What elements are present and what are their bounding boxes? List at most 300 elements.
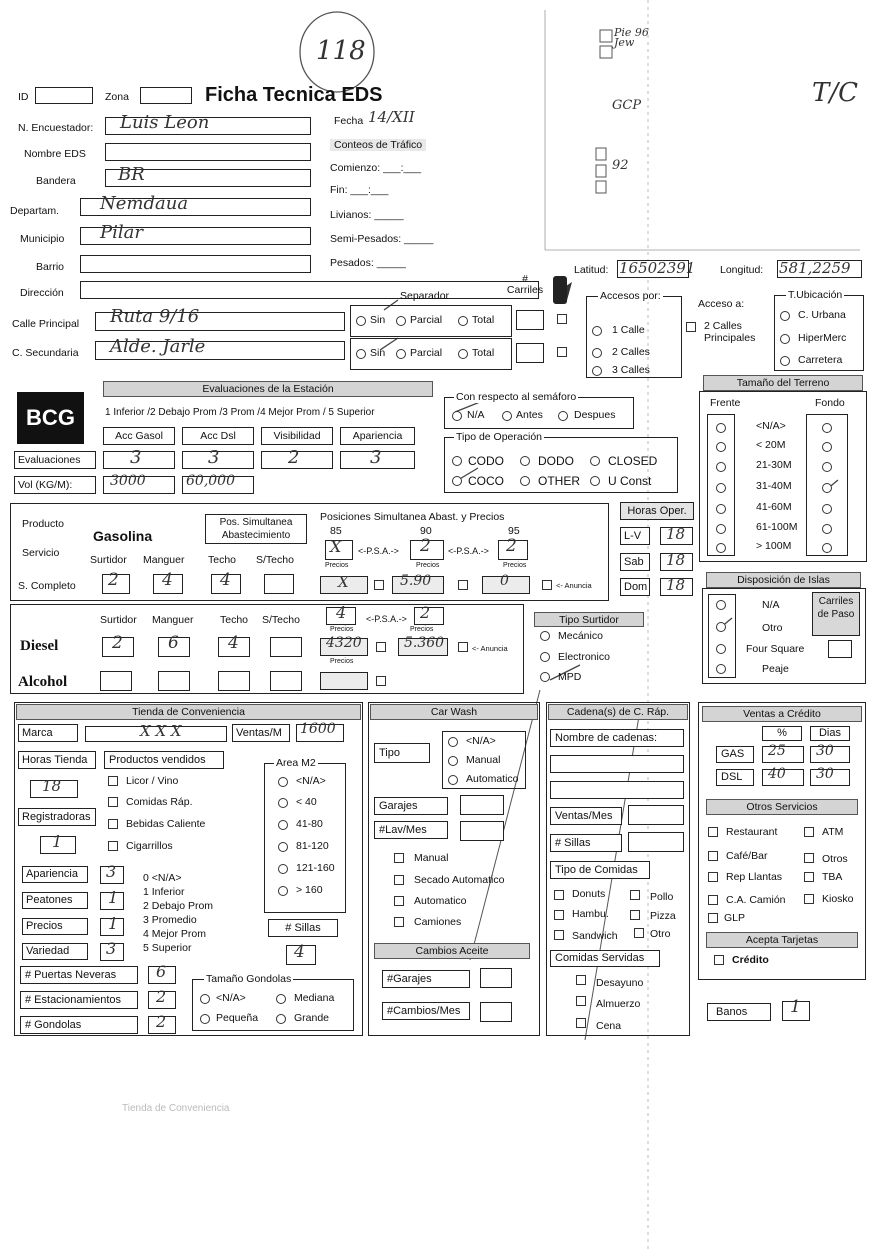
uconst-radio[interactable]: [590, 476, 600, 486]
dodo-radio[interactable]: [520, 456, 530, 466]
psa-label-1: <-P.S.A.->: [358, 546, 399, 556]
sab-label: Sab: [620, 553, 650, 571]
ventas-mes-field[interactable]: [628, 805, 684, 825]
tipo-label: Tipo: [374, 743, 430, 763]
garajes2-field[interactable]: [480, 968, 512, 988]
carriles-check-2[interactable]: [557, 347, 567, 357]
comidas-check[interactable]: [108, 797, 118, 807]
size-label-2: 21-30M: [756, 459, 792, 471]
servicio-label: Servicio: [22, 547, 60, 559]
anuncia-label-1: <- Anuncia: [556, 581, 592, 590]
estacionamientos-label: # Estacionamientos: [20, 991, 138, 1009]
gond-na-radio[interactable]: [200, 994, 210, 1004]
d-stecho-field[interactable]: [270, 637, 302, 657]
manual-label: Manual: [414, 852, 449, 864]
barrio-label: Barrio: [36, 261, 65, 273]
automatico-check[interactable]: [394, 896, 404, 906]
scale-5: 5 Superior: [143, 942, 192, 954]
camiones-label: Camiones: [414, 916, 462, 928]
fondo-radio-1[interactable]: [822, 442, 832, 452]
urbana-radio[interactable]: [780, 311, 790, 321]
d-precio-1-check[interactable]: [376, 642, 386, 652]
carriles-field-1[interactable]: [516, 310, 544, 330]
area-label: Area M2: [276, 757, 316, 769]
precio-90-check[interactable]: [458, 580, 468, 590]
cadena-field-2[interactable]: [550, 781, 684, 799]
conteos-label: Conteos de Tráfico: [330, 139, 426, 151]
precios-t-value: 1: [108, 914, 119, 933]
barrio-field[interactable]: [80, 255, 311, 273]
calle1-label: 1 Calle: [612, 324, 645, 336]
almuerzo-check[interactable]: [576, 996, 586, 1006]
secado-check[interactable]: [394, 875, 404, 885]
acc-dsl-value: 3: [208, 447, 220, 468]
size-label-0: <N/A>: [756, 420, 786, 432]
gas-manguer-value: 4: [162, 570, 173, 590]
scale-4: 4 Mejor Prom: [143, 928, 207, 940]
marca-label: Marca: [18, 724, 78, 742]
disp-four-label: Four Square: [746, 643, 805, 655]
bcg-logo: BCG: [17, 392, 84, 444]
encuestador-label: N. Encuestador:: [18, 122, 94, 134]
gond-grande-radio[interactable]: [276, 1014, 286, 1024]
size-label-1: < 20M: [756, 439, 786, 451]
zona-field[interactable]: [140, 87, 192, 104]
cadenas-header: Cadena(s) de C. Ráp.: [548, 704, 688, 720]
area-radio-0[interactable]: [278, 777, 288, 787]
disp-otro-radio[interactable]: [716, 622, 726, 632]
mecanico-radio[interactable]: [540, 631, 550, 641]
longitud-label: Longitud:: [720, 264, 764, 276]
parcial-radio-1[interactable]: [396, 316, 406, 326]
note-92: 92: [612, 158, 629, 173]
donuts-check[interactable]: [554, 890, 564, 900]
gond-mediana-radio[interactable]: [276, 994, 286, 1004]
carriles-field-2[interactable]: [516, 343, 544, 363]
fondo-radio-0[interactable]: [822, 423, 832, 433]
frente-radio-4[interactable]: [716, 504, 726, 514]
bebidas-label: Bebidas Caliente: [126, 818, 206, 830]
kiosko-label: Kiosko: [822, 893, 854, 905]
acc-gasol-header: Acc Gasol: [103, 427, 175, 445]
precios-label-2: Precios: [416, 562, 440, 569]
cw-manual-label: Manual: [466, 754, 501, 766]
registradoras-value: 1: [52, 832, 63, 851]
psa-90-value: 2: [420, 536, 431, 556]
closed-label: CLOSED: [608, 454, 658, 468]
tipo-comidas-label: Tipo de Comidas: [550, 861, 650, 879]
dodo-label: DODO: [538, 454, 574, 468]
sin-radio-2[interactable]: [356, 349, 366, 359]
calle-principal-label: Calle Principal: [12, 318, 80, 330]
codo-label: CODO: [468, 454, 504, 468]
carwash-header: Car Wash: [370, 704, 538, 720]
latitud-label: Latitud:: [574, 264, 609, 276]
hiper-label: HiperMerc: [798, 332, 847, 344]
disp-otro-label: Otro: [762, 622, 783, 634]
tba-check[interactable]: [804, 872, 814, 882]
cw-manual-radio[interactable]: [448, 756, 458, 766]
a-precio-field[interactable]: [320, 672, 368, 690]
tipo-surtidor-header: Tipo Surtidor: [534, 612, 644, 627]
coco-radio[interactable]: [452, 476, 462, 486]
otros-label: Otros: [822, 853, 848, 865]
camiones-check[interactable]: [394, 917, 404, 927]
tba-label: TBA: [822, 871, 843, 883]
pizza-label: Pizza: [650, 910, 676, 922]
peatones-label: Peatones: [22, 892, 88, 909]
frente-radio-2[interactable]: [716, 462, 726, 472]
gasolina-label: Gasolina: [93, 528, 153, 544]
frente-label: Frente: [710, 397, 741, 409]
na-radio[interactable]: [452, 411, 462, 421]
fondo-radio-3[interactable]: [822, 483, 832, 493]
restaurant-label: Restaurant: [726, 826, 778, 838]
calle3-radio[interactable]: [592, 366, 602, 376]
electronico-radio[interactable]: [540, 652, 550, 662]
gondolas-label: # Gondolas: [20, 1016, 138, 1034]
glp-check[interactable]: [708, 913, 718, 923]
surtidor-header: Surtidor: [90, 554, 127, 566]
hiper-radio[interactable]: [780, 334, 790, 344]
size-label-4: 41-60M: [756, 501, 792, 513]
psa-85-value: X: [330, 537, 342, 556]
total-radio-2[interactable]: [458, 349, 468, 359]
fondo-radio-6[interactable]: [822, 543, 832, 553]
cw-na-label: <N/A>: [466, 735, 496, 747]
hambu-check[interactable]: [554, 910, 564, 920]
d-anuncia-label: <- Anuncia: [472, 644, 508, 653]
bandera-value: BR: [118, 164, 145, 185]
kiosko-check[interactable]: [804, 894, 814, 904]
note-top: Pie 96 Jew: [614, 26, 649, 49]
gond-na-label: <N/A>: [216, 992, 246, 1004]
acc-gasol-value: 3: [130, 447, 142, 468]
dsl-dias-value: 30: [816, 766, 834, 782]
size-label-5: 61-100M: [756, 521, 798, 533]
diesel-label: Diesel: [20, 638, 59, 654]
frente-radio-0[interactable]: [716, 423, 726, 433]
id-field[interactable]: [35, 87, 93, 104]
a-stecho-field[interactable]: [270, 671, 302, 691]
area-radio-2[interactable]: [278, 820, 288, 830]
separador-label: Separador: [400, 290, 450, 302]
cambios-mes-label: #Cambios/Mes: [382, 1002, 470, 1020]
evaluaciones-scale: 1 Inferior /2 Debajo Prom /3 Prom /4 Mejor Prom / 5 Superior: [105, 407, 375, 418]
hambu-label: Hambu.: [572, 908, 609, 920]
fondo-radio-4[interactable]: [822, 504, 832, 514]
registradoras-label: Registradoras: [18, 808, 96, 826]
garajes2-label: #Garajes: [382, 970, 470, 988]
lv-value: 18: [666, 525, 686, 543]
gas-surtidor-value: 2: [108, 570, 119, 590]
horas-oper-header: Horas Oper.: [620, 502, 694, 520]
a-surtidor-field[interactable]: [100, 671, 132, 691]
circled-number: 118: [316, 36, 366, 66]
producto-label: Producto: [22, 518, 65, 530]
garajes-label: Garajes: [374, 797, 448, 815]
pct-header: %: [762, 726, 802, 741]
area-label-1: < 40: [296, 796, 317, 808]
na-label: N/A: [467, 409, 485, 421]
sandwich-label: Sandwich: [572, 930, 618, 942]
ventas-mes-label: Ventas/Mes: [550, 807, 622, 825]
departamento-label: Departam.: [10, 205, 60, 217]
area-label-4: 121-160: [296, 862, 335, 874]
calle-secundaria-label: C. Secundaria: [12, 347, 79, 359]
gas-stecho-field[interactable]: [264, 574, 294, 594]
garajes-field[interactable]: [460, 795, 504, 815]
calles-principales-label: 2 Calles Principales: [704, 320, 756, 344]
gondolas-value: 2: [156, 1012, 167, 1031]
carriles-check-1[interactable]: [557, 314, 567, 324]
antes-label: Antes: [516, 409, 543, 421]
credito-check[interactable]: [714, 955, 724, 965]
disp-four-radio[interactable]: [716, 644, 726, 654]
apariencia-t-label: Apariencia: [22, 866, 88, 883]
total-radio-1[interactable]: [458, 316, 468, 326]
disp-peaje-label: Peaje: [762, 663, 789, 675]
calle1-radio[interactable]: [592, 326, 602, 336]
carriles-paso-field[interactable]: [828, 640, 852, 658]
frente-radio-1[interactable]: [716, 442, 726, 452]
restaurant-check[interactable]: [708, 827, 718, 837]
desayuno-check[interactable]: [576, 975, 586, 985]
cw-auto-radio[interactable]: [448, 775, 458, 785]
electronico-label: Electronico: [558, 651, 610, 663]
ventas-m-label: Ventas/M: [232, 724, 290, 742]
horas-tienda-label: Horas Tienda: [18, 751, 96, 769]
disposicion-header: Disposición de Islas: [706, 572, 861, 588]
dias-header: Dias: [810, 726, 850, 741]
comidas-servidas-label: Comidas Servidas: [550, 950, 660, 967]
cena-check[interactable]: [576, 1018, 586, 1028]
precio-85-check[interactable]: [374, 580, 384, 590]
d-precios-label-2: Precios: [410, 626, 434, 633]
scompleto-label: S. Completo: [18, 580, 76, 592]
carretera-radio[interactable]: [780, 356, 790, 366]
municipio-value: Pilar: [100, 222, 143, 243]
lav-mes-field[interactable]: [460, 821, 504, 841]
area-radio-1[interactable]: [278, 798, 288, 808]
calle-principal-value: Ruta 9/16: [110, 306, 200, 327]
rep-check[interactable]: [708, 872, 718, 882]
area-label-2: 41-80: [296, 818, 323, 830]
ubicacion-label: T.Ubicación: [788, 289, 843, 301]
sandwich-check[interactable]: [554, 930, 564, 940]
disp-na-radio[interactable]: [716, 600, 726, 610]
codo-radio[interactable]: [452, 456, 462, 466]
note-gcp: GCP: [612, 98, 642, 113]
techo-header: Techo: [208, 554, 237, 566]
octane-95: 95: [508, 525, 520, 537]
longitud-value: 581,2259: [779, 259, 851, 277]
d-surtidor-value: 2: [112, 633, 123, 653]
manual-check[interactable]: [394, 853, 404, 863]
calle-secundaria-value: Alde. Jarle: [110, 336, 206, 357]
d-psa-90-value: 2: [420, 603, 431, 622]
bebidas-check[interactable]: [108, 819, 118, 829]
acceso-a-label: Acceso a:: [698, 298, 745, 310]
calle3-label: 3 Calles: [612, 364, 650, 376]
nombre-cadenas-label: Nombre de cadenas:: [550, 729, 684, 747]
other-radio[interactable]: [520, 476, 530, 486]
psa-95-value: 2: [506, 536, 517, 556]
fecha-label: Fecha: [334, 115, 364, 127]
vol-value-1: 3000: [110, 473, 146, 489]
parcial-label-1: Parcial: [410, 314, 443, 326]
variedad-value: 3: [106, 939, 117, 958]
area-label-0: <N/A>: [296, 775, 326, 787]
disp-peaje-radio[interactable]: [716, 664, 726, 674]
ca-check[interactable]: [708, 895, 718, 905]
gond-mediana-label: Mediana: [294, 992, 335, 1004]
evaluaciones-header: Evaluaciones de la Estación: [103, 381, 433, 397]
licor-check[interactable]: [108, 776, 118, 786]
cambios-mes-field[interactable]: [480, 1002, 512, 1022]
visibilidad-value: 2: [288, 447, 300, 468]
dsl-pct-value: 40: [768, 766, 786, 782]
cena-label: Cena: [596, 1020, 622, 1032]
precio-85-value: X: [338, 573, 349, 591]
donuts-label: Donuts: [572, 888, 606, 900]
semipesados-label: Semi-Pesados: _____: [330, 233, 434, 245]
tienda-header: Tienda de Conveniencia: [16, 704, 361, 720]
sin-radio-1[interactable]: [356, 316, 366, 326]
glp-label: GLP: [724, 912, 746, 924]
total-label-2: Total: [472, 347, 495, 359]
otro-label: Otro: [650, 928, 671, 940]
calle2-radio[interactable]: [592, 348, 602, 358]
scale-3: 3 Promedio: [143, 914, 197, 926]
d-manguer-header: Manguer: [152, 614, 194, 626]
cafe-check[interactable]: [708, 851, 718, 861]
cadena-field-1[interactable]: [550, 755, 684, 773]
pizza-check[interactable]: [630, 910, 640, 920]
cafe-label: Café/Bar: [726, 850, 768, 862]
pollo-check[interactable]: [630, 890, 640, 900]
gas-label: GAS: [716, 746, 754, 763]
carretera-label: Carretera: [798, 354, 843, 366]
d-surtidor-header: Surtidor: [100, 614, 137, 626]
atm-label: ATM: [822, 826, 844, 838]
frente-radio-5[interactable]: [716, 524, 726, 534]
area-radio-5[interactable]: [278, 886, 288, 896]
anuncia-check-1[interactable]: [542, 580, 552, 590]
area-label-5: > 160: [296, 884, 323, 896]
precio-90-value: 5.90: [400, 573, 432, 589]
sillas-c-label: # Sillas: [550, 834, 622, 852]
precios-label-1: Precios: [325, 562, 349, 569]
mecanico-label: Mecánico: [558, 630, 603, 642]
area-label-3: 81-120: [296, 840, 329, 852]
parcial-radio-2[interactable]: [396, 349, 406, 359]
other-label: OTHER: [538, 474, 580, 488]
marca-value: X X X: [140, 722, 182, 740]
d-techo-header: Techo: [220, 614, 249, 626]
area-radio-3[interactable]: [278, 842, 288, 852]
d-anuncia-check[interactable]: [458, 642, 468, 652]
tarjetas-header: Acepta Tarjetas: [706, 932, 858, 948]
scale-0: 0 <N/A>: [143, 872, 182, 884]
area-radio-4[interactable]: [278, 864, 288, 874]
estacionamientos-value: 2: [156, 987, 167, 1006]
acc-dsl-header: Acc Dsl: [182, 427, 254, 445]
d-psa-label: <-P.S.A.->: [366, 614, 407, 624]
sab-value: 18: [666, 551, 686, 569]
antes-radio[interactable]: [502, 411, 512, 421]
lv-label: L-V: [620, 527, 650, 545]
mpd-label: MPD: [558, 671, 582, 683]
despues-radio[interactable]: [558, 411, 568, 421]
a-precios-label: Precios: [330, 658, 354, 665]
fondo-radio-5[interactable]: [822, 524, 832, 534]
traffic-light-icon: [553, 276, 567, 304]
municipio-label: Municipio: [20, 233, 65, 245]
precio-95-value: 0: [500, 573, 509, 589]
precios-label-3: Precios: [503, 562, 527, 569]
semaforo-label: Con respecto al semáforo: [456, 391, 577, 403]
puertas-value: 6: [156, 962, 167, 981]
page-title: Ficha Tecnica EDS: [205, 84, 383, 106]
rep-label: Rep Llantas: [726, 871, 783, 883]
stecho-header: S/Techo: [256, 554, 294, 566]
cigarrillos-label: Cigarrillos: [126, 840, 173, 852]
otros-check[interactable]: [804, 853, 814, 863]
cigarrillos-check[interactable]: [108, 841, 118, 851]
a-techo-field[interactable]: [218, 671, 250, 691]
faded-bleedthrough: Tienda de Conveniencia: [122, 1103, 230, 1114]
manguer-header: Manguer: [143, 554, 185, 566]
id-label: ID: [18, 91, 29, 103]
d-stecho-header: S/Techo: [262, 614, 300, 626]
gond-pequena-radio[interactable]: [200, 1014, 210, 1024]
atm-check[interactable]: [804, 827, 814, 837]
cw-na-radio[interactable]: [448, 737, 458, 747]
livianos-label: Livianos: _____: [330, 209, 404, 221]
gond-pequena-label: Pequeña: [216, 1012, 259, 1024]
sin-label-2: Sin: [370, 347, 386, 359]
encuestador-value: Luis Leon: [120, 112, 210, 133]
calles-principales-check[interactable]: [686, 322, 696, 332]
tipo-op-label: Tipo de Operación: [456, 431, 542, 443]
sillas-t-value: 4: [294, 942, 305, 962]
closed-radio[interactable]: [590, 456, 600, 466]
latitud-value: 16502391: [619, 259, 696, 277]
d-precio-1-value: 4320: [326, 635, 362, 651]
frente-radio-3[interactable]: [716, 483, 726, 493]
alcohol-label: Alcohol: [18, 674, 68, 690]
scale-2: 2 Debajo Prom: [143, 900, 214, 912]
credito-label: Crédito: [732, 954, 769, 966]
a-manguer-field[interactable]: [158, 671, 190, 691]
frente-radio-6[interactable]: [716, 543, 726, 553]
nombre-field[interactable]: [105, 143, 311, 161]
sillas-c-field[interactable]: [628, 832, 684, 852]
a-precio-check[interactable]: [376, 676, 386, 686]
fin-label: Fin: ___:___: [330, 184, 389, 196]
octane-85: 85: [330, 525, 342, 537]
cambios-header: Cambios Aceite: [374, 943, 530, 959]
desayuno-label: Desayuno: [596, 977, 644, 989]
otro-check[interactable]: [634, 928, 644, 938]
apariencia-header: Apariencia: [340, 427, 415, 445]
direccion-field[interactable]: [80, 281, 539, 299]
pos-sim-header: Pos. Simultanea Abastecimiento: [205, 514, 307, 544]
note-tc: T/C: [812, 78, 858, 108]
fondo-radio-2[interactable]: [822, 462, 832, 472]
mpd-radio[interactable]: [540, 672, 550, 682]
